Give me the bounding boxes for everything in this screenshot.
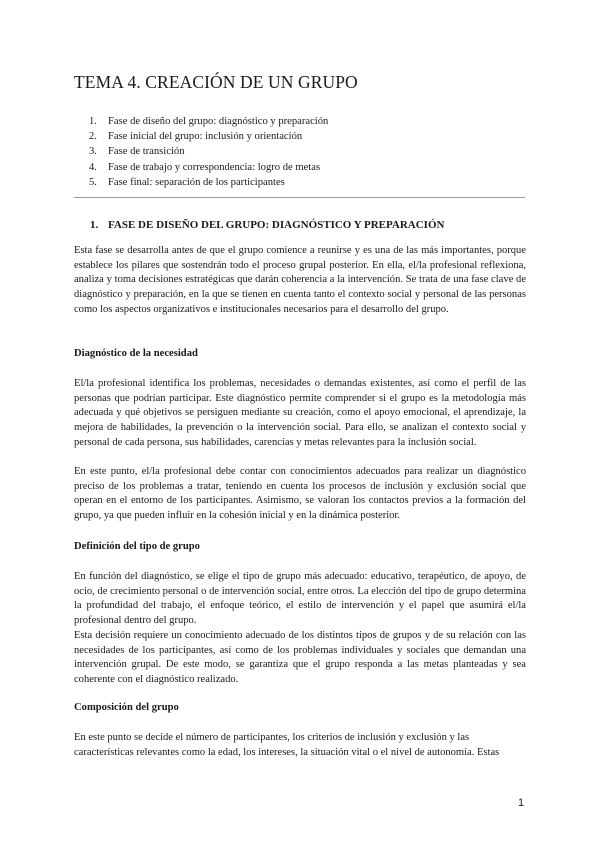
- toc-item-label: Fase de transición: [108, 146, 185, 158]
- diagnostico-paragraph-2: En este punto, el/la profesional debe contar con conocimientos adecuados para realizar un diagnóstico preciso de los problemas a tratar, teniendo en cuenta los procesos de inclusión y exclusión social que operan en el entorno de los participantes. Asimismo, se valoran los contactos previos a la formación del grupo, ya que pueden influir en la cohesión inicial y en la dinámica posterior.: [74, 466, 526, 522]
- toc-item: 2. Fase inicial del grupo: inclusión y orientación: [89, 131, 303, 143]
- toc-item-label: Fase inicial del grupo: inclusión y orientación: [108, 131, 303, 143]
- section-heading-text: FASE DE DISEÑO DEL GRUPO: DIAGNÓSTICO Y PREPARACIÓN: [108, 219, 445, 231]
- definicion-paragraph-1: En función del diagnóstico, se elige el tipo de grupo más adecuado: educativo, terapéutico, de apoyo, de ocio, de crecimiento personal o de intervención social, entre otros. La elección del tipo de grupo determina la profundidad del trabajo, el enfoque teórico, el estilo de intervención y el papel que asumirá el/la profesional dentro del grupo.: [74, 571, 526, 627]
- table-of-contents: [74, 114, 328, 190]
- toc-item-label: Fase final: separación de los participantes: [108, 176, 285, 188]
- composicion-paragraph-1: En este punto se decide el número de participantes, los criterios de inclusión y exclusión y las características relevantes como la edad, los intereses, la situación vital o el nivel de autonomía. Estas: [74, 732, 500, 758]
- page-number: 1: [518, 797, 525, 809]
- section-number: 1.: [90, 219, 99, 231]
- document-title: TEMA 4. CREACIÓN DE UN GRUPO: [74, 72, 358, 92]
- horizontal-divider: [74, 197, 525, 198]
- intro-paragraph: Esta fase se desarrolla antes de que el grupo comience a reunirse y es una de las más importantes, porque establece los pilares que sostendrán todo el proceso grupal posterior. En ella, el/la profesional reflexiona, analiza y toma decisiones estratégicas que darán coherencia a la intervención. Se trata de una fase clave de diagnóstico y preparación, en la que se tienen en cuenta tanto el contexto social y personal de las personas como los aspectos organizativos e institucionales necesarios para el desarrollo del grupo.: [74, 245, 526, 315]
- subheading-definicion: Definición del tipo de grupo: [74, 541, 200, 552]
- toc-item: 3. Fase de transición: [89, 146, 185, 158]
- diagnostico-paragraph-1: El/la profesional identifica los problemas, necesidades o demandas existentes, así como el perfil de las personas que podrían participar. Este diagnóstico permite comprender si el grupo es la metodología más adecuada y qué objetivos se persiguen mediante su creación, como el apoyo emocional, el aprendizaje, la mejora de habilidades, la prevención o la intervención social. Para ello, se analizan el contexto social y personal de cada persona, sus habilidades, carencias y metas relevantes para la inclusión social.: [74, 378, 526, 448]
- toc-item: 1. Fase de diseño del grupo: diagnóstico y preparación: [89, 116, 329, 127]
- toc-item: 5. Fase final: separación de los participantes: [89, 176, 285, 188]
- toc-item: 4. Fase de trabajo y correspondencia: logro de metas: [89, 161, 321, 173]
- toc-item-label: Fase de trabajo y correspondencia: logro de metas: [108, 161, 321, 173]
- toc-item-label: Fase de diseño del grupo: diagnóstico y preparación: [108, 116, 329, 127]
- definicion-paragraph-2: Esta decisión requiere un conocimiento adecuado de los distintos tipos de grupos y de su relación con las necesidades de los participantes, así como de los problemas individuales y sociales que demandan una intervención grupal. De este modo, se garantiza que el grupo responda a las metas planteadas y sea coherente con el diagnóstico realizado.: [74, 630, 526, 686]
- subheading-composicion: Composición del grupo: [74, 702, 179, 713]
- subheading-diagnostico: Diagnóstico de la necesidad: [74, 348, 198, 359]
